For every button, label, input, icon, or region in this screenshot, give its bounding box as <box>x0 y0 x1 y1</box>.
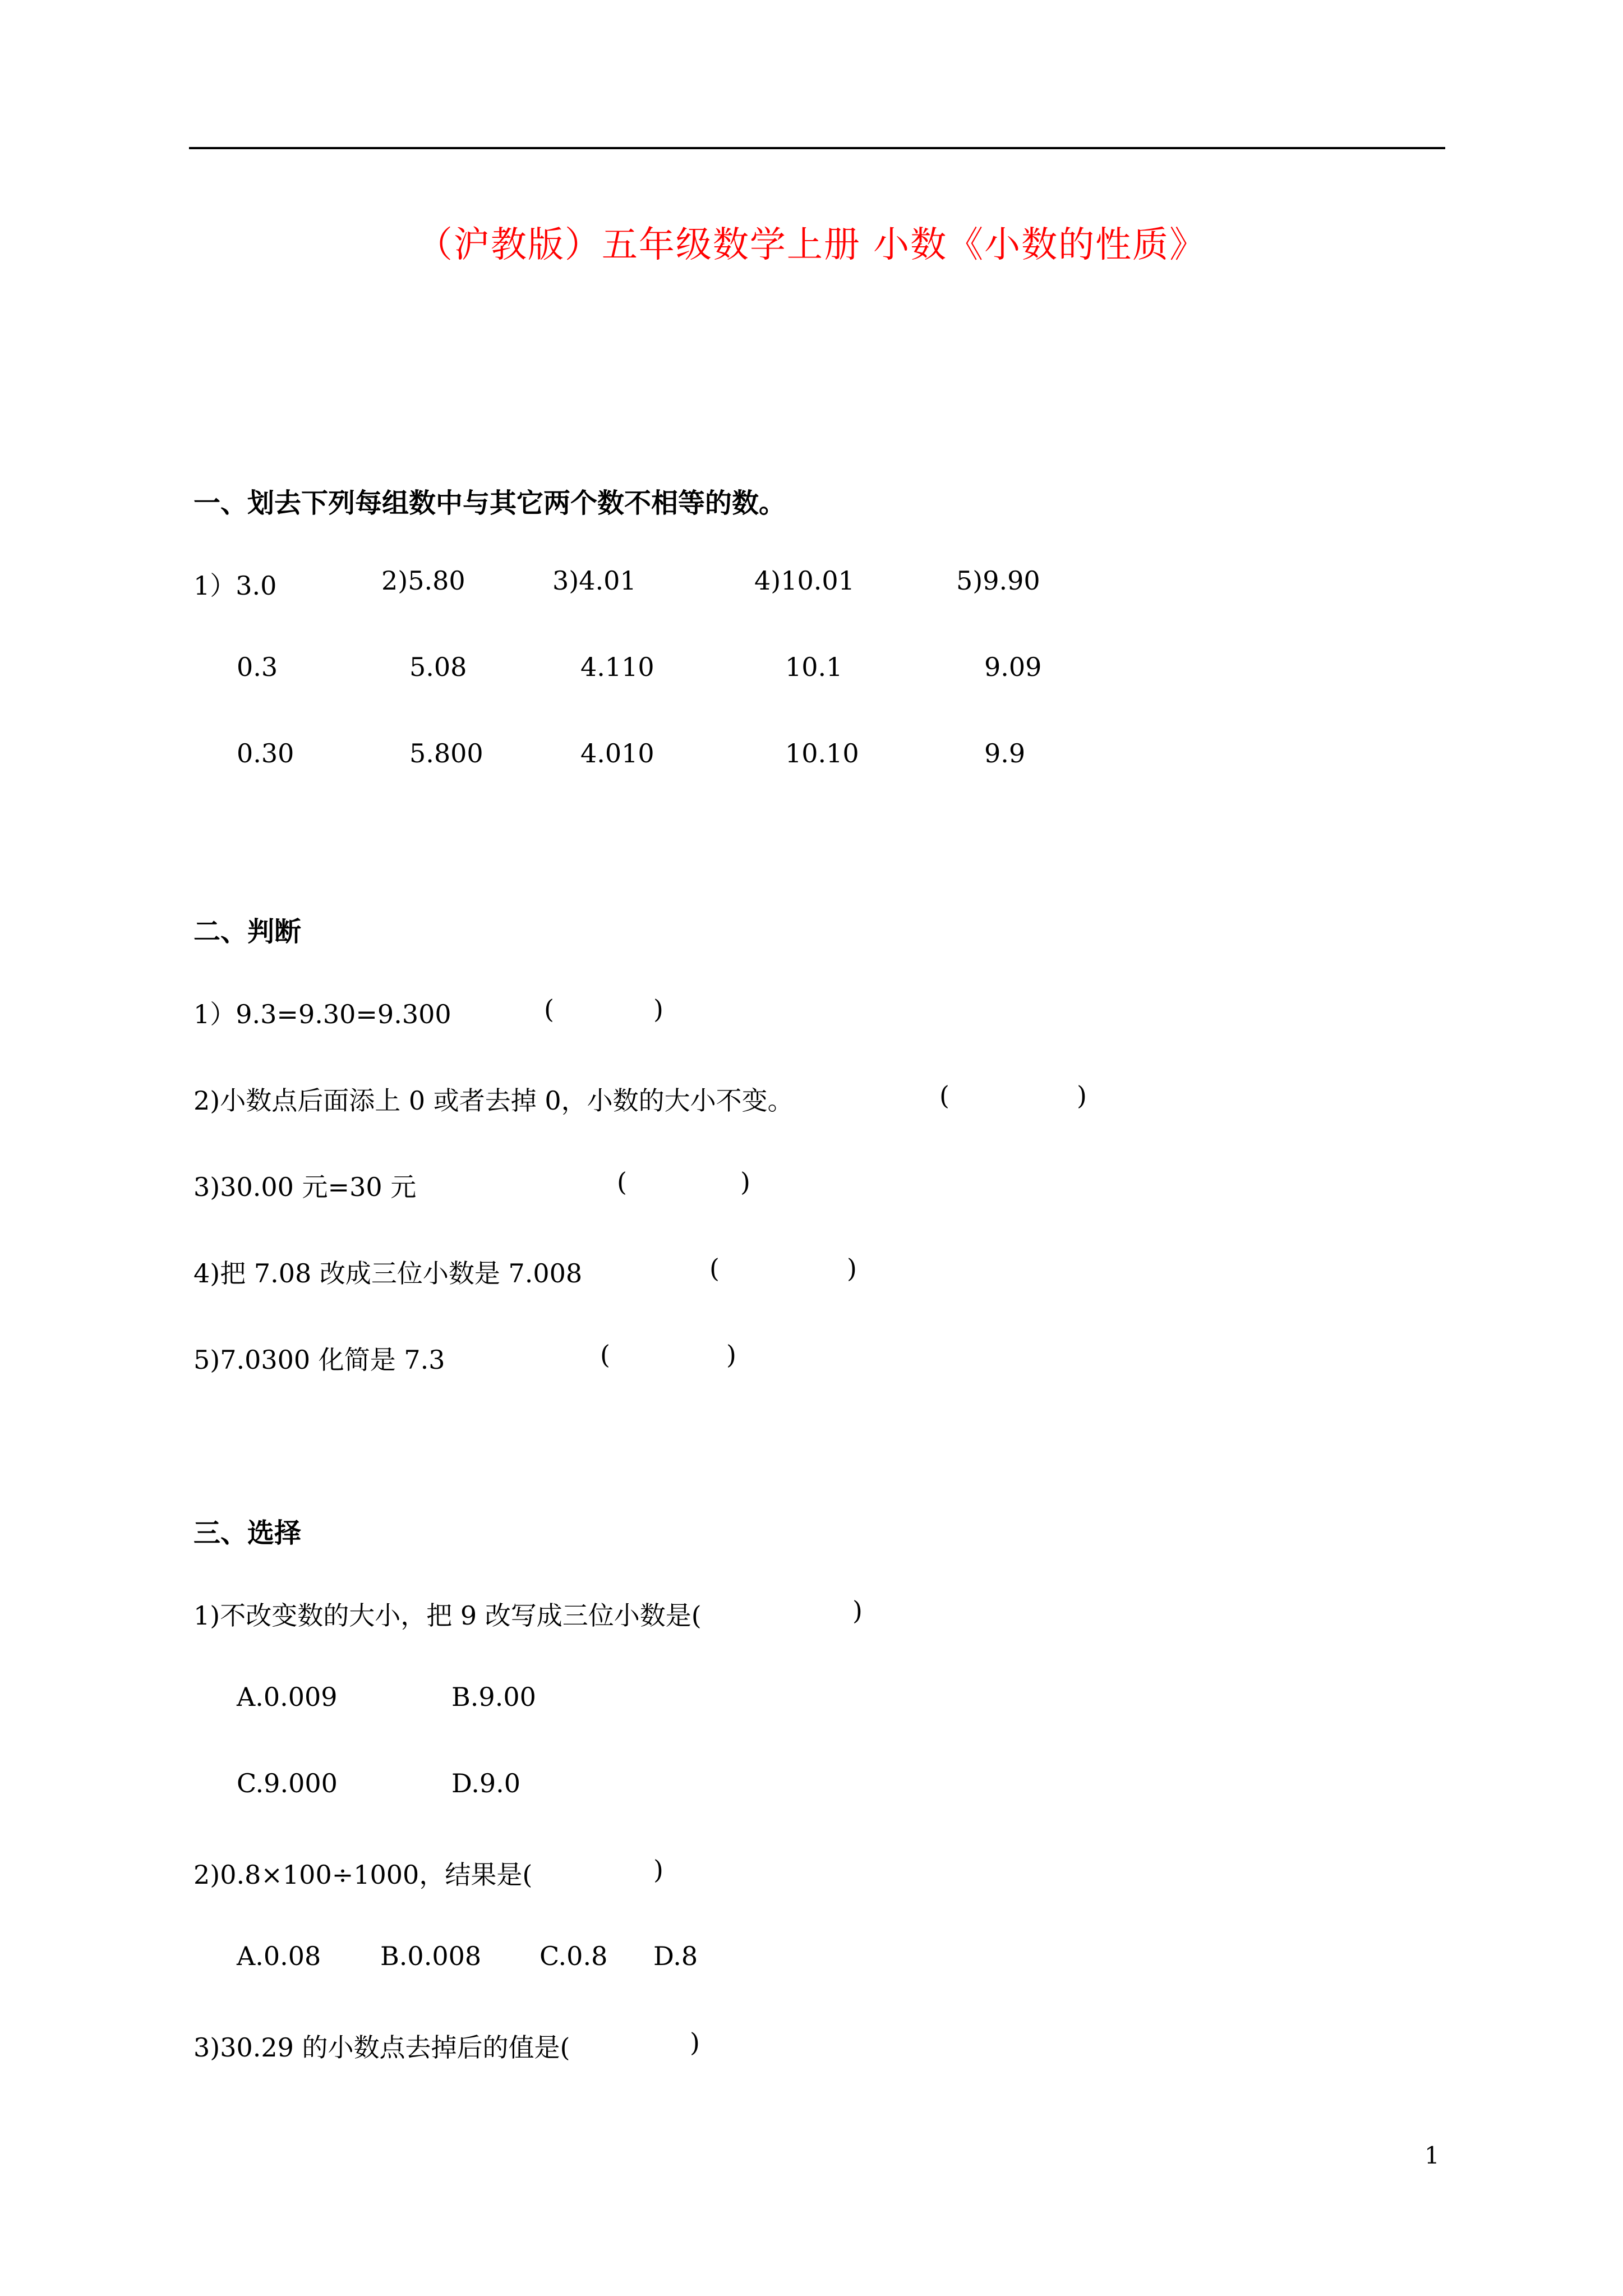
answer-bracket-close[interactable]: ) <box>726 1340 736 1370</box>
answer-bracket-open[interactable]: ( <box>617 1167 627 1197</box>
judgment-text: 5)7.0300 化简是 7.3 <box>193 1345 445 1375</box>
answer-bracket-close[interactable]: ) <box>740 1167 750 1197</box>
section1-cell: 5)9.90 <box>956 565 1040 596</box>
answer-bracket-close[interactable]: ) <box>1077 1080 1087 1111</box>
section1-cell: 10.1 <box>785 652 843 682</box>
answer-bracket-close[interactable]: ) <box>847 1253 857 1283</box>
answer-bracket-open[interactable]: ( <box>939 1080 949 1111</box>
answer-bracket-open[interactable]: ( <box>709 1253 720 1283</box>
option-a[interactable]: A.0.08 <box>237 1941 321 1971</box>
judgment-text: 4)把 7.08 改成三位小数是 7.008 <box>193 1258 583 1289</box>
answer-bracket-close[interactable]: ) <box>653 994 663 1024</box>
judgment-text: 1）9.3=9.30=9.300 <box>193 999 451 1029</box>
page-title: （沪教版）五年级数学上册 小数《小数的性质》 <box>416 224 1207 266</box>
judgment-text: 3)30.00 元=30 元 <box>193 1172 417 1202</box>
section1-cell: 4.110 <box>580 652 654 682</box>
page-number: 1 <box>1424 2142 1440 2169</box>
section1-cell: 5.08 <box>409 652 467 682</box>
section1-cell: 5.800 <box>409 738 483 769</box>
section1-heading: 一、划去下列每组数中与其它两个数不相等的数。 <box>193 487 786 519</box>
option-a[interactable]: A.0.009 <box>237 1682 338 1712</box>
question-text: 2)0.8×100÷1000，结果是( <box>193 1860 533 1890</box>
section1-cell: 4)10.01 <box>754 565 855 596</box>
option-c[interactable]: C.0.8 <box>540 1941 608 1971</box>
option-c[interactable]: C.9.000 <box>237 1768 338 1798</box>
option-d[interactable]: D.8 <box>653 1941 698 1971</box>
section3-heading: 三、选择 <box>193 1517 302 1549</box>
answer-bracket-close[interactable]: ) <box>653 1855 663 1885</box>
answer-bracket-open[interactable]: ( <box>544 994 554 1024</box>
judgment-text: 2)小数点后面添上 0 或者去掉 0，小数的大小不变。 <box>193 1085 794 1116</box>
answer-bracket-open[interactable]: ( <box>600 1340 610 1370</box>
option-b[interactable]: B.0.008 <box>380 1941 482 1971</box>
question-text: 1)不改变数的大小，把 9 改写成三位小数是( <box>193 1600 702 1631</box>
section1-cell: 9.9 <box>984 738 1026 769</box>
option-b[interactable]: B.9.00 <box>451 1682 536 1712</box>
option-d[interactable]: D.9.0 <box>451 1768 521 1798</box>
answer-bracket-close[interactable]: ) <box>690 2027 700 2058</box>
section1-cell: 3)4.01 <box>552 565 637 596</box>
section1-cell: 1）3.0 <box>193 570 277 601</box>
section1-cell: 2)5.80 <box>381 565 465 596</box>
section2-heading: 二、判断 <box>193 916 302 947</box>
section1-cell: 0.3 <box>237 652 278 682</box>
section1-cell: 0.30 <box>237 738 294 769</box>
header-rule <box>189 147 1445 149</box>
section1-cell: 4.010 <box>580 738 654 769</box>
section1-cell: 9.09 <box>984 652 1042 682</box>
question-text: 3)30.29 的小数点去掉后的值是( <box>193 2032 570 2063</box>
section1-cell: 10.10 <box>785 738 859 769</box>
answer-bracket-close[interactable]: ) <box>852 1595 863 1626</box>
